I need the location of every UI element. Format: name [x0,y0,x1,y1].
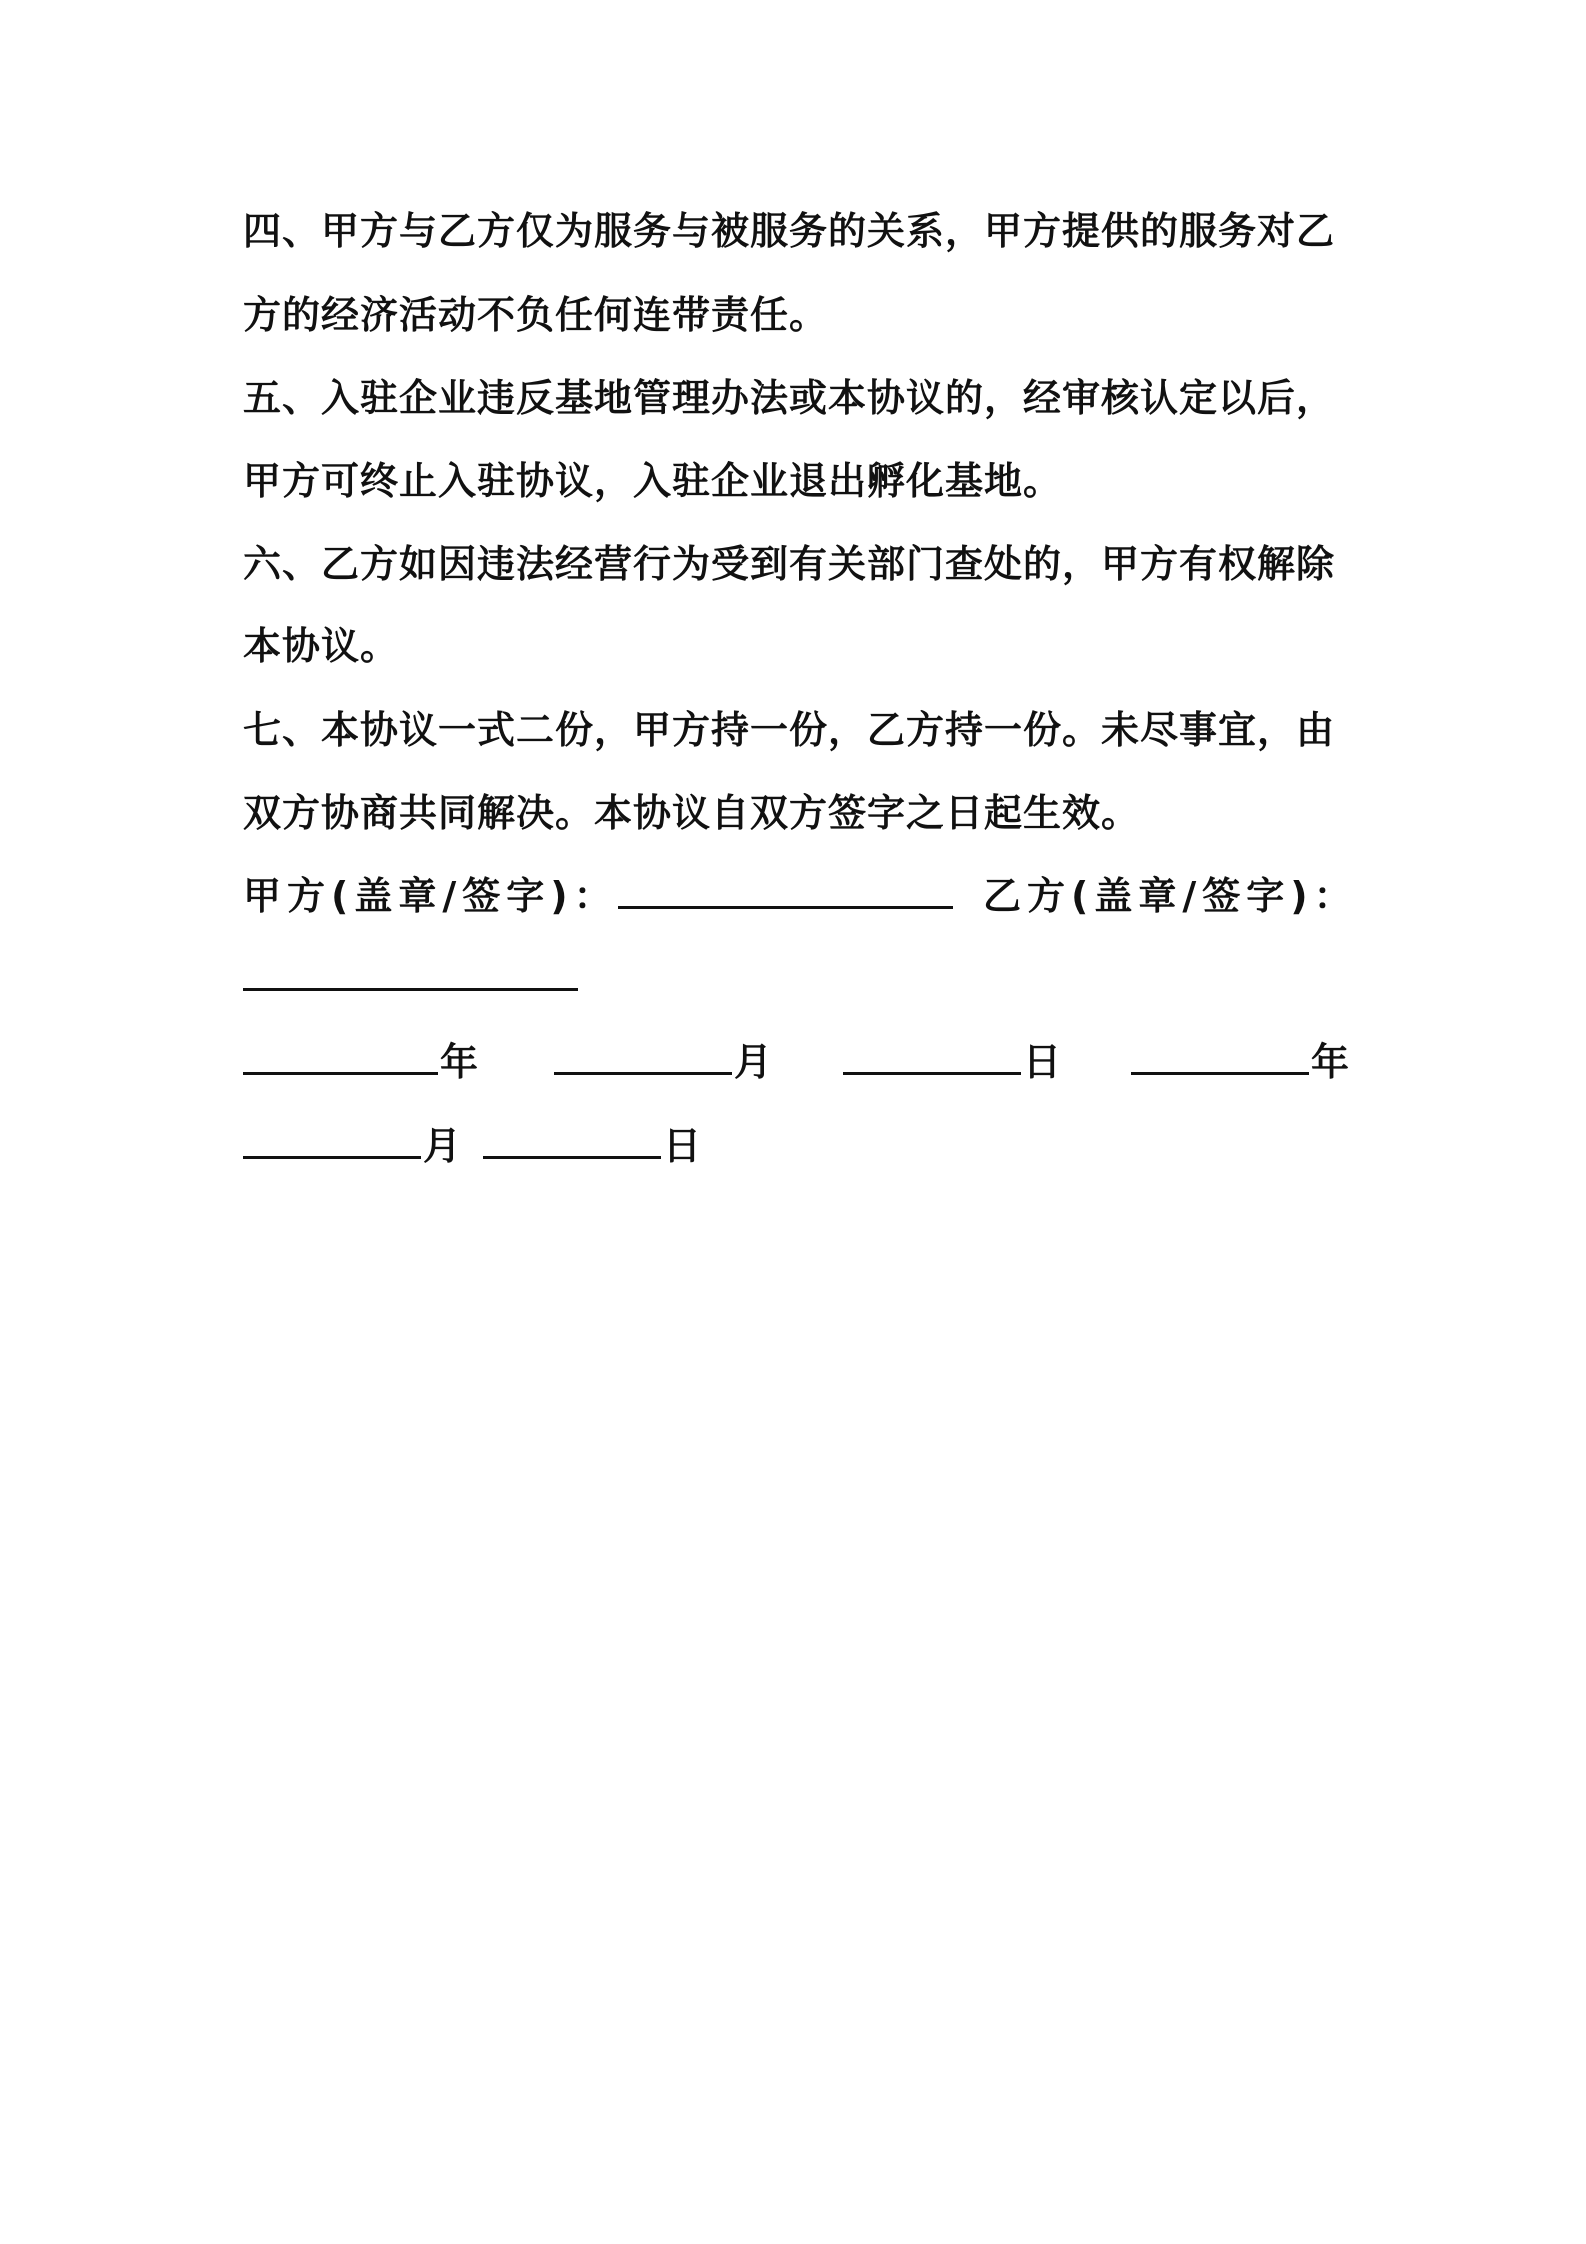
party-a-signature-label: 甲方(盖章/签字)： [243,874,618,918]
party-b-year-field[interactable] [1131,1036,1350,1088]
day-label: 日 [1023,1040,1063,1084]
paragraph-6-line-2: 本协议。 [243,624,400,668]
paragraph-4-line-2: 方的经济活动不负任何连带责任。 [243,293,829,337]
party-a-signature-blank[interactable] [618,870,955,922]
signature-row [243,870,1373,922]
date-row-1 [243,1036,1373,1088]
year-label: 年 [440,1040,480,1084]
party-b-signature-blank[interactable] [243,952,580,1004]
paragraph-4-line-1: 四、甲方与乙方仅为服务与被服务的关系，甲方提供的服务对乙 [243,209,1336,253]
party-a-month-field[interactable] [554,1036,773,1088]
paragraph-5-line-1: 五、入驻企业违反基地管理办法或本协议的，经审核认定以后， [243,376,1336,420]
paragraph-7-line-2: 双方协商共同解决。本协议自双方签字之日起生效。 [243,791,1141,835]
party-b-month-field[interactable] [243,1120,462,1172]
paragraph-6-line-1: 六、乙方如因违法经营行为受到有关部门查处的，甲方有权解除 [243,542,1336,586]
party-a-day-field[interactable] [843,1036,1062,1088]
year-label: 年 [1311,1040,1351,1084]
party-b-signature-label: 乙方(盖章/签字)： [983,874,1358,918]
paragraph-5-line-2: 甲方可终止入驻协议，入驻企业退出孵化基地。 [243,459,1063,503]
date-row-2 [243,1120,1373,1172]
party-b-signature-row [243,952,1373,1004]
month-label: 月 [734,1040,774,1084]
day-label: 日 [663,1124,703,1168]
paragraph-7-line-1: 七、本协议一式二份，甲方持一份，乙方持一份。未尽事宜，由 [243,708,1336,752]
party-b-day-field[interactable] [483,1120,702,1172]
party-a-year-field[interactable] [243,1036,479,1088]
month-label: 月 [423,1124,463,1168]
